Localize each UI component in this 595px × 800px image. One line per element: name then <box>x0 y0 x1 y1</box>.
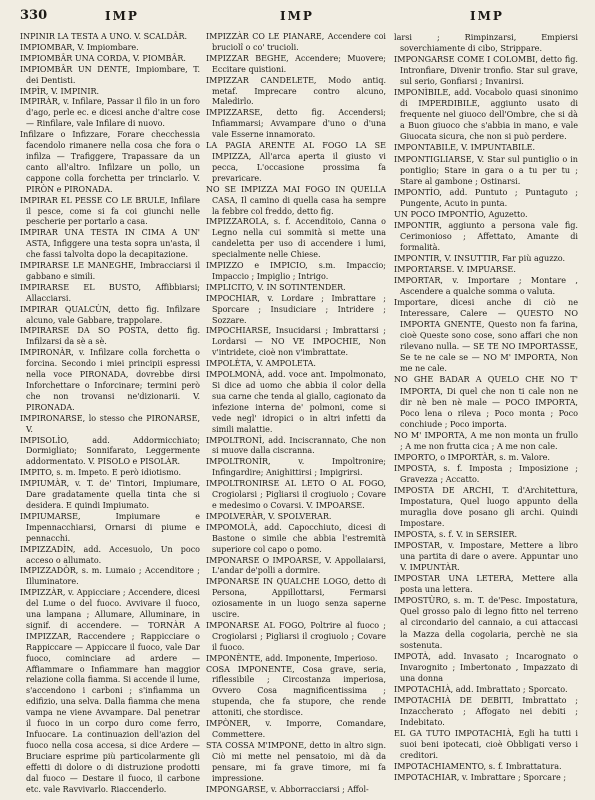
dictionary-entry: IMPIRAR EL PESSE CO LE BRULE, Infilare il pesce, come si fa coi giunchi nelle pescherie per portarlo a casa. <box>20 195 200 227</box>
dictionary-entry: NO SE IMPIZZA MAI FOGO IN QUELLA CASA, Il camino di quella casa ha sempre la febbre col freddo, detto fig. <box>206 184 386 216</box>
dictionary-entry: IMPLICITO, V. IN SOTINTENDER. <box>206 282 346 292</box>
dictionary-entry: IMPITO, s. m. Impeto. E però idiotismo. <box>20 468 182 478</box>
dictionary-entry: IMPIRAR UNA TESTA IN CIMA A UN' ASTA, Infiggere una testa sopra un'asta, il che fassi talvolta dopo la decapitazione. <box>20 228 200 260</box>
dictionary-entry: IMPOLTRONÌR, v. Impoltronire; Infingardire; Anighittirsi ; Impigrirsi. <box>206 457 386 478</box>
dictionary-entry: Importare, dicesi anche di ciò ne Interessare, Calere — QUESTO NO IMPORTA GNENTE, Questo non fa farina, cioè Queste sono cose, sono affari che non rilevano nulla. — SE TE NO IMPORTASSE, Se te ne cale se — NO M' IMPORTA, Non me ne cale. <box>394 297 578 374</box>
dictionary-entry: IMPONTIGLIARSE, V. Star sul puntiglio o in pontiglio; Stare in gara o a tu per tu ; Stare al gambone ; Ostinarsi. <box>394 153 578 186</box>
dictionary-entry: IMPONÈNTE, add. Imponente, Imperioso. <box>206 653 378 663</box>
dictionary-entry: IMPIZZADÌN, add. Accesuolo, Un poco acceso o allumato. <box>20 544 200 565</box>
dictionary-entry: IMPONARSE O IMPOARSE, V. Appollaiarsi, L'andar de'polli a dormire. <box>206 555 386 576</box>
dictionary-entry: IMPOLMONÀ, add. voce ant. Impolmonato, Si dice ad uomo che abbia il color della sua carne che tenda al giallo, cagionato da infezione interna de' polmoni, come si vede negl' idropici o in altri infetti da simili malattie. <box>206 370 386 434</box>
dictionary-entry: IMPISOLÌO, add. Addormicchiato; Dormigliato; Sonnifarato, Leggermente addormentato. V. PISOLO e PISOLÀR. <box>20 435 200 467</box>
dictionary-entry: IMPÒNER, v. Imporre, Comandare, Commettere. <box>206 719 386 739</box>
dictionary-entry: INPINIR LA TESTA A UNO. V. SCALDÂR. <box>20 32 188 41</box>
dictionary-entry: UN POCO IMPONTÌO, Aguzetto. <box>394 208 528 219</box>
dictionary-entry: IMPOCHIAR, v. Lordare ; Imbrattare ; Sporcare ; Insudiciare ; Intridere ; Sozzare. <box>206 293 386 325</box>
dictionary-entry: IMPIOMBÂR UN DENTE, Impiombare, T. dei Dentisti. <box>20 64 200 85</box>
dictionary-entry: NO M' IMPORTA, A me non monta un frullo ; A me non frutta cica ; A me non cale. <box>394 429 578 451</box>
dictionary-entry: IMPIOMBÂR UNA CORDA, V. PIOMBÂR. <box>20 53 186 63</box>
dictionary-entry: IMPONTABILE, V. IMPUNTABILE. <box>394 142 536 153</box>
dictionary-entry: IMPIZZAROLA, s. f. Accenditoio, Canna o Legno nella cui sommità si mette una candeletta per uso di accendere i lumi, specialmente nelle Chiese. <box>206 217 386 260</box>
dictionary-entry: IMPIUMARSE, Impiumare e Impennacchiarsi, Ornarsi di piume e pennacchi. <box>20 511 200 543</box>
dictionary-entry: IMPONARSE IN QUALCHE LOGO, detto di Persona, Appillottarsi, Fermarsi oziosamente in un luogo senza saperne uscire. <box>206 577 386 620</box>
dictionary-entry: IMPIZZÀR, v. Appicciare ; Accendere, dicesi del Lume o del fuoco. Avvivare il fuoco, una lampana ; Allumare, Alluminare, in signif. di accendere. — TORNÀR A IMPIZZAR, Raccendere ; Rappicciare o Rappiccare — Appiccare il fuoco, vale Dar fuoco, cominciare ad ardere — Affiammare o Infiammare han maggior relazione colla fiamma. Si accende il lume, s'accendono i carboni ; s'infiamma un edifizio, una selva. Dalla fiamma che mena vampa ne viene Avvampare. Dal penetrar il fuoco in un corpo duro come ferro, Infuocare. La continuazion dell'azion del fuoco nella cosa accesa, si dice Ardere — Bruciare esprime più particolarmente gli effetti di dolore o di distruzione prodotti dal fuoco — Destare il fuoco, il carbone etc. vale Ravvivarlo. Riaccenderlo. <box>20 588 200 794</box>
dictionary-entry: IMPOCHIARSE, Insucidarsi ; Imbrattarsi ; Lordarsi — NO VE IMPOCHIE, Non v'intridete, cioè non v'imbrattate. <box>206 326 386 358</box>
dictionary-entry: larsi ; Rimpinzarsi, Empiersi soverchiamente di cibo, Strippare. <box>394 32 578 54</box>
dictionary-entry: IMPOTACHIÀ, add. Imbrattato ; Sporcato. <box>394 683 568 694</box>
running-head-center: IMP <box>280 9 314 23</box>
dictionary-entry: IMPOTACHIAR, v. Imbrattare ; Sporcare ; <box>394 772 567 783</box>
dictionary-entry: IMPOTÀ, add. Invasato ; Incarognato o Invarognito ; Imbertonato , Impazzato di una donna <box>394 650 578 683</box>
dictionary-entry: COSA IMPONENTE, Cosa grave, seria, riflessibile ; Circostanza imperiosa, Ovvero Cosa magnificentissima ; stupenda, che fa stupore, che rende attoniti, che stordisce. <box>206 664 386 718</box>
dictionary-entry: IMPONARSE AL FOGO, Poltrire al fuoco ; Crogiolarsi ; Pigliarsi il crogiuolo ; Covare il fuoco. <box>206 620 386 652</box>
dictionary-entry: IMPONTÌO, add. Puntuto ; Puntaguto ; Pungente, Acuto in punta. <box>394 186 578 208</box>
dictionary-entry: IMPOSTAR UNA LETERA, Mettere alla posta una lettera. <box>394 573 578 595</box>
page-header <box>0 8 595 30</box>
dictionary-entry: IMPIRARSE EL BUSTO, Affibbiarsi; Allacciarsi. <box>20 282 200 303</box>
running-head-left: IMP <box>105 9 139 23</box>
column-right <box>394 32 578 783</box>
dictionary-entry: IMPIZZO e IMPICIO, s.m. Impaccio; Impaccio ; Impiglio ; Intrigo. <box>206 261 386 281</box>
dictionary-entry: IMPORTAR, v. Importare ; Montare , Ascendere a qualche somma o valuta. <box>394 275 578 297</box>
dictionary-entry: IMPIRÀR, v. Infilare, Passar il filo in un foro d'ago, perle ec. e dicesi anche d'altre cose — Rinfilare, vale Infilare di nuovo. <box>20 97 200 129</box>
dictionary-entry: IMPIZZAR CANDELETE, Modo antiq. metaf. Imprecare contro alcuno, Maledirlo. <box>206 75 386 107</box>
dictionary-entry: IMPIZZARSE, detto fig. Accendersi; Infiammarsi; Avvampare d'uno o d'una vale Esserne innamorato. <box>206 108 386 140</box>
dictionary-entry: NO GHE BADAR A QUELO CHE NO T' IMPORTA, Di quel che non ti cale non ne dir nè ben nè male — POCO IMPORTA, Poco lena o rileva ; Poco monta ; Poco conchiude ; Poco importa. <box>394 374 578 429</box>
dictionary-entry: IMPOLTRONIRSE AL LETO O AL FOGO, Crogiolarsi ; Pigliarsi il crogiuolo ; Covare e medesimo o Covarsi. V. IMPOARSE. <box>206 479 386 510</box>
dictionary-entry: IMPONGARSE COME I COLOMBI, detto fig. Intronfiare, Divenir tronfio. Star sul grave, sul serio, Gonfiarsi ; Invanirsi. <box>394 54 578 87</box>
dictionary-entry: IMPOSTA, s. f. Imposta ; Imposizione ; Gravezza ; Accatto. <box>394 462 578 484</box>
dictionary-entry: IMPONGARSE, v. Abborracciarsi ; Affol- <box>206 784 369 794</box>
dictionary-entry: IMPOLÈTA, V. AMPOLETA. <box>206 359 316 369</box>
dictionary-entry: STA COSSA M'IMPONE, detto in altro sign. Ciò mi mette nel pensatoio, mi dà da pensare, mi fa grave timore, mi fa impressione. <box>206 740 386 783</box>
dictionary-entry: IMPIRONARSE, lo stesso che PIRONARSE, V. <box>20 413 200 434</box>
dictionary-entry: IMPORTO, o IMPORTÀR, s. m. Valore. <box>394 451 550 462</box>
dictionary-entry: IMPOTACHIAMENTO, s. f. Imbrattatura. <box>394 761 562 772</box>
page-number: 330 <box>20 8 48 23</box>
dictionary-entry: IMPIUMÀR, v. T. de' Tintori, Impiumare, Dare gradatamente quella tinta che si desidera. E quindi Impiumato. <box>20 479 200 510</box>
dictionary-entry: Infilzare o Infizzare, Forare checchessia facendolo rimanere nella cosa che fora o infilza — Trafiggere, Trapassare da un canto all'altro. Infilzare un pollo, un cappone colla forchetta per trinciarlo. V. PIRÒN e PIRONADA. <box>20 130 200 194</box>
dictionary-entry: IMPOSTA, s. f. V. in SERSIER. <box>394 529 518 540</box>
column-middle <box>206 32 386 795</box>
dictionary-entry: IMPÌR, V. IMPINIR. <box>20 86 100 96</box>
dictionary-entry: IMPOTACHIÀ DE DEBITI, Imbrattato ; Inzaccherato ; Affogato nei debiti ; Indebitato. <box>394 694 578 727</box>
column-left <box>20 32 200 795</box>
dictionary-entry: IMPOSTA DE ARCHI, T. d'Architettura, Impostatura, Quel luogo appunto della muraglia dove posano gli archi. Quindi Impostare. <box>394 484 578 529</box>
dictionary-entry: IMPIZZADÒR, s. m. Lumaio ; Accenditore ; Illuminatore. <box>20 566 200 587</box>
dictionary-entry: IMPONTIR, aggiunto a persona vale fig. Cerimonioso ; Affettato, Amante di formalità. <box>394 219 578 252</box>
dictionary-entry: IMPIRARSE DA SO POSTA, detto fig. Infilzarsi da sè a sè. <box>20 326 200 347</box>
dictionary-entry: EL GA TUTO IMPOTACHIÀ, Egli ha tutti i suoi beni ipotecati, cioè Obbligati verso i creditori. <box>394 727 578 761</box>
dictionary-entry: IMPOLTRONÌ, add. Inciscrannato, Che non si muove dalla ciscranna. <box>206 435 386 456</box>
dictionary-entry: IMPONTIR, V. INSUTTIR, Far più aguzzo. <box>394 252 566 263</box>
dictionary-entry: IMPOSTAR, v. Impostare, Mettere a libro una partita di dare o avere. Appuntar uno V. IMPUNTÀR. <box>394 540 578 573</box>
dictionary-entry: IMPIOMBAR, V. Impiombare. <box>20 42 139 52</box>
dictionary-entry: IMPONÌBILE, add. Vocabolo quasi sinonimo di IMPERDIBILE, aggiunto usato di frequente nel giuoco dell'Ombre, che si dà a Buon giuoco che s'abbia in mano, e vale Giuocata sicura, che non si può perdere. <box>394 87 578 142</box>
dictionary-entry: IMPIRONÀR, v. Infilzare colla forchetta o forcina. Secondo i miei principii espressi nella voce PIRONADA, dovrebbe dirsi Inforchettare o Inforcinare; termini però che non trovansi ne'dizionarii. V. PIRONADA. <box>20 348 200 412</box>
dictionary-entry: IMPORTARSE. V. IMPUARSE. <box>394 263 516 274</box>
dictionary-entry: IMPIZZÀR CO LE PIANARE, Accendere coi bruciolî o co' trucioli. <box>206 32 386 52</box>
dictionary-entry: IMPIRARSE LE MANEGHE, Imbracciarsi il gabbano e simili. <box>20 261 200 281</box>
dictionary-entry: IMPOLVERÀR, V. SPOLVERAR. <box>206 511 332 521</box>
dictionary-entry: IMPOSTÙRO, s. m. T. de'Pesc. Impostatura, Quel grosso palo di legno fitto nel terreno al circondario del cannaio, a cui attaccasi la Mazza della cogolaria, perchè ne sia sostenuta. <box>394 595 578 650</box>
dictionary-entry: IMPOMOLÀ, add. Capocchiuto, dicesi di Bastone o simile che abbia l'estremità superiore col capo o pomo. <box>206 522 386 554</box>
running-head-right: IMP <box>470 9 504 23</box>
dictionary-entry: LA PAGIA ARENTE AL FOGO LA SE IMPIZZA, All'arca aperta il giusto vi pecca, L'occasione prossima fa prevaricare. <box>206 141 386 183</box>
dictionary-entry: IMPIZZAR BEGHE, Accendere; Muovere; Eccitare quistioni. <box>206 53 386 74</box>
dictionary-entry: IMPIRAR QUALCÙN, detto fig. Infilzare alcuno, vale Gabbare, trappolare. <box>20 304 200 325</box>
